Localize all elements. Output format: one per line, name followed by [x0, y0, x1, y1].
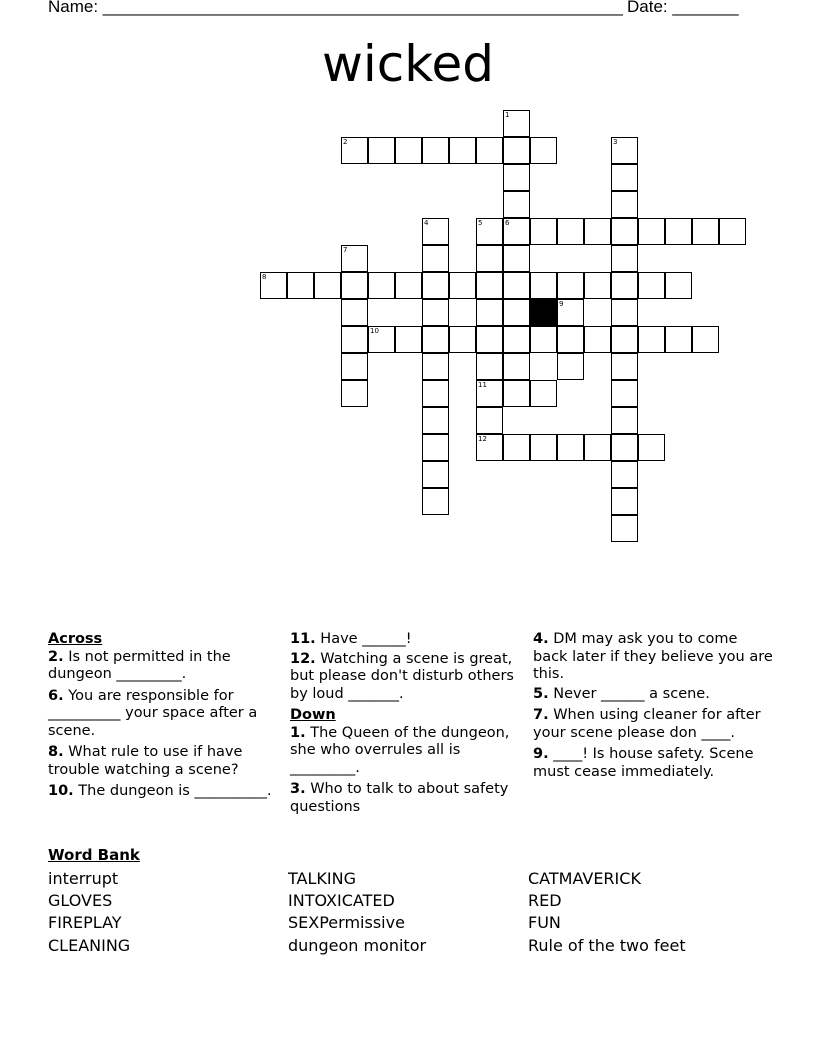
grid-cell[interactable]	[611, 353, 638, 380]
grid-cell[interactable]	[422, 353, 449, 380]
grid-cell[interactable]	[530, 272, 557, 299]
grid-cell[interactable]	[692, 326, 719, 353]
word-bank-item: GLOVES	[48, 891, 113, 910]
grid-cell[interactable]	[341, 299, 368, 326]
word-bank-item: CLEANING	[48, 936, 131, 955]
clue-down-4	[533, 631, 773, 684]
grid-cell[interactable]	[503, 137, 530, 164]
down-heading: Down	[290, 707, 336, 723]
grid-cell[interactable]	[341, 245, 368, 272]
grid-cell[interactable]	[368, 272, 395, 299]
grid-cell[interactable]	[503, 245, 530, 272]
cell-number: 5	[478, 219, 483, 227]
grid-cell[interactable]	[557, 272, 584, 299]
grid-cell[interactable]	[611, 434, 638, 461]
grid-cell[interactable]	[476, 434, 503, 461]
clue-text: DM may ask you to come back later if they believe you are this.	[533, 631, 773, 682]
grid-cell[interactable]	[503, 272, 530, 299]
grid-cell[interactable]	[530, 218, 557, 245]
grid-cell[interactable]	[341, 380, 368, 407]
grid-cell[interactable]	[422, 299, 449, 326]
cell-number: 1	[505, 111, 510, 119]
grid-cell[interactable]	[476, 245, 503, 272]
word-bank-item: Rule of the two feet	[528, 936, 686, 955]
clue-number: 1.	[290, 724, 306, 741]
grid-cell[interactable]	[503, 218, 530, 245]
clue-number: 12.	[290, 650, 316, 667]
grid-cell[interactable]	[368, 137, 395, 164]
grid-cell[interactable]	[611, 461, 638, 488]
clue-down-7	[533, 707, 773, 742]
grid-cell[interactable]	[476, 380, 503, 407]
grid-cell[interactable]	[584, 218, 611, 245]
grid-cell[interactable]	[611, 326, 638, 353]
cell-number: 2	[343, 138, 348, 146]
clue-text: Who to talk to about safety questions	[290, 781, 509, 815]
grid-cell[interactable]	[503, 191, 530, 218]
clue-text: Have ______!	[315, 631, 412, 647]
clue-down-9	[533, 746, 773, 781]
clue-text: When using cleaner for after your scene please don ____.	[533, 707, 761, 741]
grid-cell[interactable]	[476, 272, 503, 299]
word-bank-item: FIREPLAY	[48, 913, 122, 932]
grid-cell[interactable]	[449, 272, 476, 299]
clue-text: Is not permitted in the dungeon _________.	[48, 648, 231, 682]
grid-cell[interactable]	[692, 218, 719, 245]
grid-cell[interactable]	[368, 326, 395, 353]
grid-cell[interactable]	[422, 488, 449, 515]
cell-number: 8	[262, 273, 267, 281]
cell-number: 12	[478, 435, 487, 443]
grid-cell[interactable]	[557, 299, 584, 326]
grid-cell[interactable]	[503, 110, 530, 137]
clue-number: 9.	[533, 746, 549, 762]
word-bank-item: RED	[528, 891, 562, 910]
clue-number: 11.	[290, 631, 316, 647]
name-field-label: Name: _______________________________________________________	[48, 0, 623, 16]
grid-cell[interactable]	[719, 218, 746, 245]
clue-across-12	[290, 651, 518, 704]
grid-cell[interactable]	[611, 488, 638, 515]
grid-cell[interactable]	[584, 434, 611, 461]
cell-number: 7	[343, 246, 348, 254]
grid-cell[interactable]	[422, 272, 449, 299]
clue-number: 3.	[290, 781, 306, 797]
cell-number: 10	[370, 327, 379, 335]
grid-cell[interactable]	[422, 326, 449, 353]
grid-cell[interactable]	[530, 326, 557, 353]
clue-number: 7.	[533, 707, 549, 723]
grid-cell[interactable]	[341, 353, 368, 380]
grid-cell[interactable]	[611, 515, 638, 542]
grid-cell[interactable]	[584, 326, 611, 353]
clue-number: 10.	[48, 783, 74, 799]
cell-number: 3	[613, 138, 618, 146]
grid-cell[interactable]	[476, 137, 503, 164]
cell-number: 11	[478, 381, 487, 389]
word-bank-item: interrupt	[48, 869, 119, 888]
word-bank-item: CATMAVERICK	[528, 869, 641, 888]
grid-cell[interactable]	[611, 245, 638, 272]
grid-cell[interactable]	[395, 272, 422, 299]
grid-cell[interactable]	[665, 272, 692, 299]
grid-cell[interactable]	[665, 326, 692, 353]
grid-cell[interactable]	[314, 272, 341, 299]
cell-number: 9	[559, 300, 564, 308]
clue-down-5	[533, 686, 773, 704]
clue-across-6	[48, 688, 280, 741]
clue-text: Never ______ a scene.	[548, 685, 710, 702]
grid-cell[interactable]	[449, 137, 476, 164]
grid-cell[interactable]	[395, 326, 422, 353]
grid-cell[interactable]	[503, 380, 530, 407]
clue-down-3	[290, 781, 518, 816]
clues-column-1	[48, 631, 280, 805]
clue-across-10	[48, 783, 280, 801]
word-bank-item: FUN	[528, 913, 561, 932]
grid-cell[interactable]	[422, 380, 449, 407]
grid-cell[interactable]	[611, 380, 638, 407]
grid-cell[interactable]	[476, 407, 503, 434]
grid-cell[interactable]	[422, 245, 449, 272]
clue-number: 5.	[533, 685, 549, 702]
puzzle-title: wicked	[322, 35, 494, 93]
grid-cell[interactable]	[611, 191, 638, 218]
clue-number: 6.	[48, 687, 64, 704]
clue-text: You are responsible for __________ your space after a scene.	[48, 687, 258, 739]
clues-column-2	[290, 631, 518, 820]
grid-cell[interactable]	[395, 137, 422, 164]
grid-cell[interactable]	[503, 353, 530, 380]
grid-cell[interactable]	[638, 218, 665, 245]
grid-cell[interactable]	[476, 353, 503, 380]
clue-number: 4.	[533, 631, 549, 647]
word-bank-heading: Word Bank	[48, 846, 140, 864]
grid-cell[interactable]	[638, 326, 665, 353]
clues-column-3	[533, 631, 773, 785]
grid-cell[interactable]	[611, 218, 638, 245]
grid-cell[interactable]	[422, 434, 449, 461]
grid-cell[interactable]	[530, 137, 557, 164]
grid-cell[interactable]	[638, 434, 665, 461]
grid-cell[interactable]	[638, 272, 665, 299]
grid-cell[interactable]	[260, 272, 287, 299]
grid-cell[interactable]	[449, 326, 476, 353]
grid-cell[interactable]	[611, 407, 638, 434]
word-bank-item: SEXPermissive	[288, 913, 405, 932]
clue-number: 8.	[48, 744, 64, 760]
grid-cell[interactable]	[611, 272, 638, 299]
clue-across-8	[48, 744, 280, 779]
clue-number: 2.	[48, 648, 64, 665]
word-bank-item: dungeon monitor	[288, 936, 427, 955]
grid-cell[interactable]	[530, 380, 557, 407]
grid-cell[interactable]	[341, 272, 368, 299]
clue-text: The dungeon is __________.	[73, 783, 272, 799]
date-field-label: Date: _______	[627, 0, 739, 16]
across-heading: Across	[48, 631, 103, 647]
grid-cell-blocked	[530, 299, 557, 326]
grid-cell[interactable]	[503, 326, 530, 353]
clue-across-11	[290, 631, 518, 649]
grid-cell[interactable]	[557, 218, 584, 245]
grid-cell[interactable]	[476, 299, 503, 326]
grid-cell[interactable]	[476, 326, 503, 353]
grid-cell[interactable]	[503, 164, 530, 191]
grid-cell[interactable]	[557, 434, 584, 461]
word-bank-item: INTOXICATED	[288, 891, 395, 910]
grid-cell[interactable]	[476, 218, 503, 245]
grid-cell[interactable]	[611, 299, 638, 326]
grid-cell[interactable]	[557, 326, 584, 353]
clue-down-1	[290, 725, 518, 778]
grid-cell[interactable]	[503, 434, 530, 461]
grid-cell[interactable]	[341, 326, 368, 353]
clue-text: What rule to use if have trouble watching a scene?	[48, 744, 243, 778]
grid-cell[interactable]	[611, 137, 638, 164]
grid-cell[interactable]	[422, 407, 449, 434]
grid-cell[interactable]	[422, 137, 449, 164]
grid-cell[interactable]	[611, 164, 638, 191]
grid-cell[interactable]	[503, 299, 530, 326]
clue-across-2	[48, 649, 280, 684]
clue-text: Watching a scene is great, but please don't disturb others by loud _______.	[290, 650, 514, 702]
cell-number: 6	[505, 219, 510, 227]
word-bank-item: TALKING	[288, 869, 356, 888]
grid-cell[interactable]	[422, 461, 449, 488]
cell-number: 4	[424, 219, 429, 227]
clue-text: The Queen of the dungeon, she who overrules all is _________.	[290, 724, 510, 776]
grid-cell[interactable]	[287, 272, 314, 299]
clue-text: ____! Is house safety. Scene must cease immediately.	[533, 746, 754, 780]
grid-cell[interactable]	[665, 218, 692, 245]
grid-cell[interactable]	[557, 353, 584, 380]
grid-cell[interactable]	[584, 272, 611, 299]
grid-cell[interactable]	[422, 218, 449, 245]
grid-cell[interactable]	[530, 434, 557, 461]
grid-cell[interactable]	[341, 137, 368, 164]
